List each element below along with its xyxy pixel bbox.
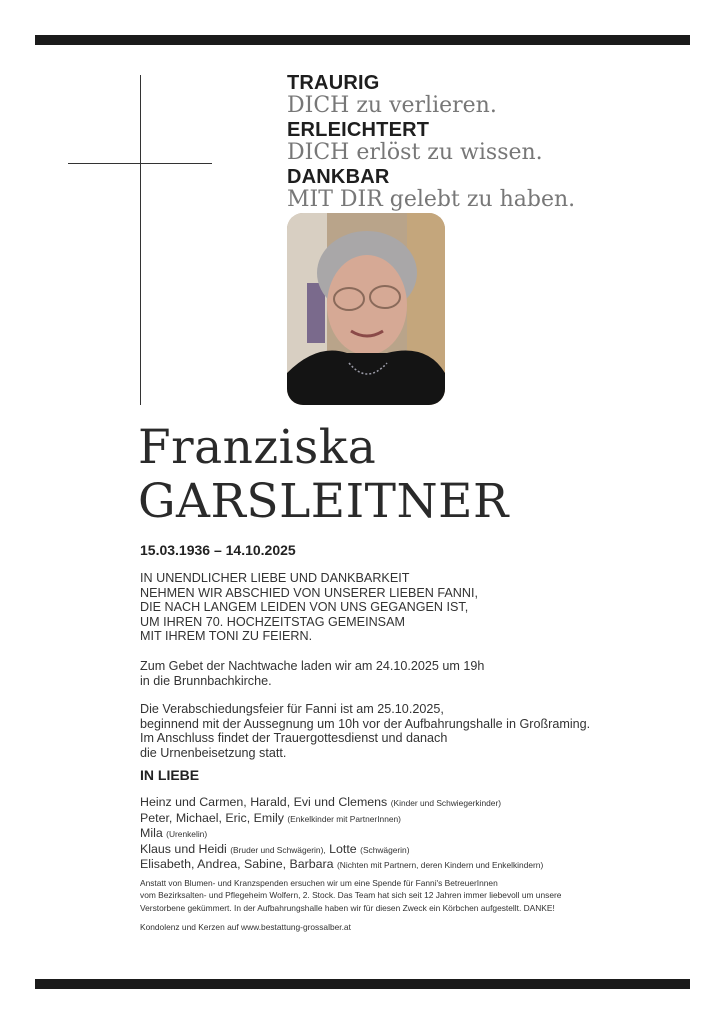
family-names: Lotte [329,841,357,856]
family-names: Heinz und Carmen, Harald, Evi und Clemens [140,795,388,809]
text-line: Zum Gebet der Nachtwache laden wir am 24.10.2025 um 19h [140,659,485,673]
text-line: Anstatt von Blumen- und Kranzspenden ersuchen wir um eine Spende für Fanni's BetreuerInnen [140,878,498,888]
quote-word: ERLEICHTERT [287,119,430,141]
family-names: Klaus und Heidi [140,841,227,856]
quote-word: TRAURIG [287,72,380,94]
text-line: Im Anschluss findet der Trauergottesdienst und danach [140,731,448,745]
text-line: NEHMEN WIR ABSCHIED VON UNSERER LIEBEN FANNI, [140,585,478,600]
text-line: Verstorbene gekümmert. In der Aufbahrungshalle haben wir für diesen Zweck ein Körbchen aufgestellt. DANKE! [140,902,555,913]
text-line: UM IHREN 70. HOCHZEITSTAG GEMEINSAM [140,614,405,629]
family-line [140,811,543,827]
donation-note [140,877,561,914]
family-line [140,826,543,842]
quote-line: DICH erlöst zu wissen. [287,140,543,165]
family-relation: (Enkelkinder mit PartnerInnen) [287,813,401,824]
family-relation: (Bruder und Schwägerin), [230,844,326,855]
quote-line: MIT DIR gelebt zu haben. [287,187,576,212]
family-relation: (Kinder und Schwiegerkinder) [390,798,502,808]
text-line: die Urnenbeisetzung statt. [140,745,287,760]
family-relation: (Schwägerin) [360,844,410,855]
family-line [140,857,543,873]
family-names: Mila [140,826,163,840]
text-line: IN UNENDLICHER LIEBE UND DANKBARKEIT [140,571,410,585]
text-line: beginnend mit der Aussegnung um 10h vor der Aufbahrungshalle in Großraming. [140,716,591,731]
family-relation: (Urenkelin) [166,829,208,839]
family-line [140,795,543,811]
text-line: DIE NACH LANGEM LEIDEN VON UNS GEGANGEN IST, [140,600,469,614]
quote-line: DICH zu verlieren. [287,93,497,118]
text-line: in die Brunnbachkirche. [140,673,272,688]
portrait-photo [287,213,445,405]
family-relation: (Nichten mit Partnern, deren Kindern und Enkelkindern) [337,860,544,870]
quote-word: DANKBAR [287,166,390,188]
in-liebe-heading: IN LIEBE [140,767,200,783]
last-name: GARSLEITNER [138,474,509,529]
ceremony-paragraph [140,702,590,760]
first-name: Franziska [138,420,377,475]
memorial-quote [287,72,575,213]
intro-paragraph [140,571,478,644]
vigil-paragraph [140,659,484,688]
text-line: Die Verabschiedungsfeier für Fanni ist am 25.10.2025, [140,702,444,716]
family-names: Elisabeth, Andrea, Sabine, Barbara [140,857,334,871]
cross-vertical [140,75,141,405]
text-line: vom Bezirksalten- und Pflegeheim Wolfern, 2. Stock. Das Team hat sich seit 12 Jahren immer liebevoll um unsere [140,890,562,901]
family-list [140,795,543,873]
condolence-website: Kondolenz und Kerzen auf www.bestattung-grossalber.at [140,922,351,932]
text-line: MIT IHREM TONI ZU FEIERN. [140,629,313,643]
cross-horizontal [68,163,212,164]
top-border-bar [35,35,690,45]
life-dates: 15.03.1936 – 14.10.2025 [140,542,296,558]
family-line [140,842,543,858]
bottom-border-bar [35,979,690,989]
family-names: Peter, Michael, Eric, Emily [140,810,284,825]
